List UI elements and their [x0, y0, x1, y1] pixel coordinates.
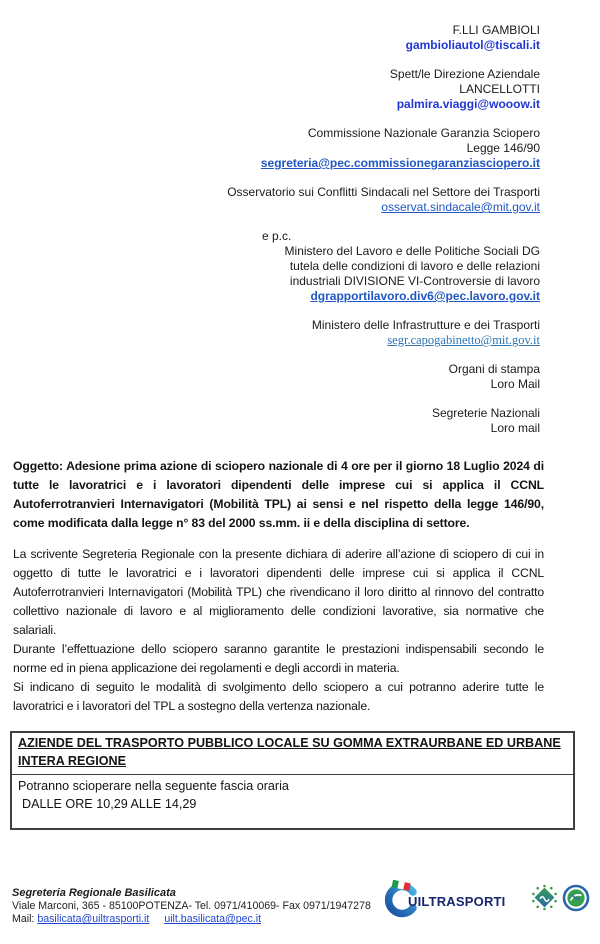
email-link-gambioli[interactable]: gambioliautol@tiscali.it: [405, 38, 540, 52]
email-link-commissione[interactable]: segreteria@pec.commissionegaranziasciopero.it: [260, 156, 540, 170]
recipient-salutation: Spett/le Direzione Aziendale: [389, 67, 540, 81]
footer-mail-link-2[interactable]: uilt.basilicata@pec.it: [164, 913, 262, 925]
subject-paragraph: Oggetto: Adesione prima azione di sciopero nazionale di 4 ore per il giorno 18 Luglio 2024 di tutte le lavoratrici e i lavoratori dipendenti delle imprese cui si applica il CCNL Autoferrotranvieri Internavigatori (Mobilità TPL) ai sensi e nel rispetto della legge 146/90, come modificata dalla legge n° 83 del 2000 ss.mm. ii e della disciplina di settore.: [13, 459, 544, 530]
recipient-name: Ministero delle Infrastrutture e dei Trasporti: [311, 318, 540, 332]
recipient-group-stampa: [0, 362, 540, 392]
uil-round-badge-icon: [562, 884, 590, 917]
email-link-min-infrastrutture[interactable]: segr.capogabinetto@mit.gov.it: [387, 333, 540, 347]
recipient-name: Ministero del Lavoro e delle Politiche Sociali DG: [284, 244, 540, 258]
strike-time-range: DALLE ORE 10,29 ALLE 14,29: [22, 797, 197, 811]
footer: [12, 887, 371, 926]
strike-table-header: AZIENDE DEL TRASPORTO PUBBLICO LOCALE SU GOMMA EXTRAURBANE ED URBANE INTERA REGIONE: [12, 733, 573, 775]
footer-mail-line: [12, 913, 371, 926]
recipient-name: Segreterie Nazionali: [431, 406, 540, 420]
body-paragraph-2: Durante l’effettuazione dello sciopero saranno garantite le prestazioni indispensabili secondo le norme ed in piena applicazione dei regolamenti e degli accordi in materia.: [13, 642, 544, 675]
uiltrasporti-wordmark: UILTRASPORTI: [408, 894, 506, 909]
strike-time-intro: Potranno scioperare nella seguente fascia oraria: [18, 779, 289, 793]
letter-body: [13, 545, 544, 716]
recipient-line: Legge 146/90: [466, 141, 540, 155]
body-paragraph-1: La scrivente Segreteria Regionale con la presente dichiara di aderire all’azione di sciopero di cui in oggetto di tutte le lavoratrici e i lavoratori dipendenti delle imprese cui si applica il CCNL Autoferrotranvieri Internavigatori (Mobilità TPL) che rivendicano il loro diritto al rinnovo del contratto collettivo nazionale di lavoro e al miglioramento delle condizioni lavorative, sia normative che salariali.: [13, 547, 544, 637]
recipient-group-min-lavoro: [0, 244, 540, 304]
recipient-group-osservatorio: [0, 185, 540, 215]
footer-mail-link-1[interactable]: basilicata@uiltrasporti.it: [37, 913, 150, 925]
footer-org-name: Segreteria Regionale Basilicata: [12, 887, 176, 899]
footer-mail-label: Mail:: [12, 913, 35, 925]
recipient-name: Organi di stampa: [448, 362, 540, 376]
recipient-line: Loro mail: [490, 421, 540, 435]
recipient-name: Commissione Nazionale Garanzia Sciopero: [307, 126, 540, 140]
strike-table-row: [12, 775, 573, 828]
body-paragraph-3: Si indicano di seguito le modalità di svolgimento dello sciopero a cui potranno aderire tutte le lavoratrici e i lavoratori del TPL a sostegno della vertenza nazionale.: [13, 680, 544, 713]
strike-schedule-table: [10, 731, 575, 830]
email-link-osservatorio[interactable]: osservat.sindacale@mit.gov.it: [381, 200, 540, 214]
recipient-group-min-infrastrutture: [0, 318, 540, 348]
recipient-group-gambioli: [0, 23, 540, 53]
footer-address: Viale Marconi, 365 - 85100POTENZA- Tel. 0971/410069- Fax 0971/1947278: [12, 900, 371, 912]
recipient-address-block: [0, 23, 540, 450]
recipient-line: tutela delle condizioni di lavoro e delle relazioni: [289, 259, 540, 273]
uiltrasporti-logo: [381, 880, 506, 923]
uil-diamond-badge-icon: [531, 884, 558, 916]
recipient-name: F.LLI GAMBIOLI: [452, 23, 540, 37]
email-link-lancellotti[interactable]: palmira.viaggi@wooow.it: [396, 97, 540, 111]
recipient-line: industriali DIVISIONE VI-Controversie di lavoro: [289, 274, 540, 288]
email-link-min-lavoro[interactable]: dgrapportilavoro.div6@pec.lavoro.gov.it: [310, 289, 540, 303]
recipient-line: Loro Mail: [490, 377, 540, 391]
recipient-group-commissione: [0, 126, 540, 171]
recipient-name: Osservatorio sui Conflitti Sindacali nel Settore dei Trasporti: [227, 185, 540, 199]
recipient-name: LANCELLOTTI: [459, 82, 540, 96]
epc-label: e p.c.: [262, 229, 292, 243]
recipient-group-lancellotti: [0, 67, 540, 112]
recipient-group-segreterie: [0, 406, 540, 436]
